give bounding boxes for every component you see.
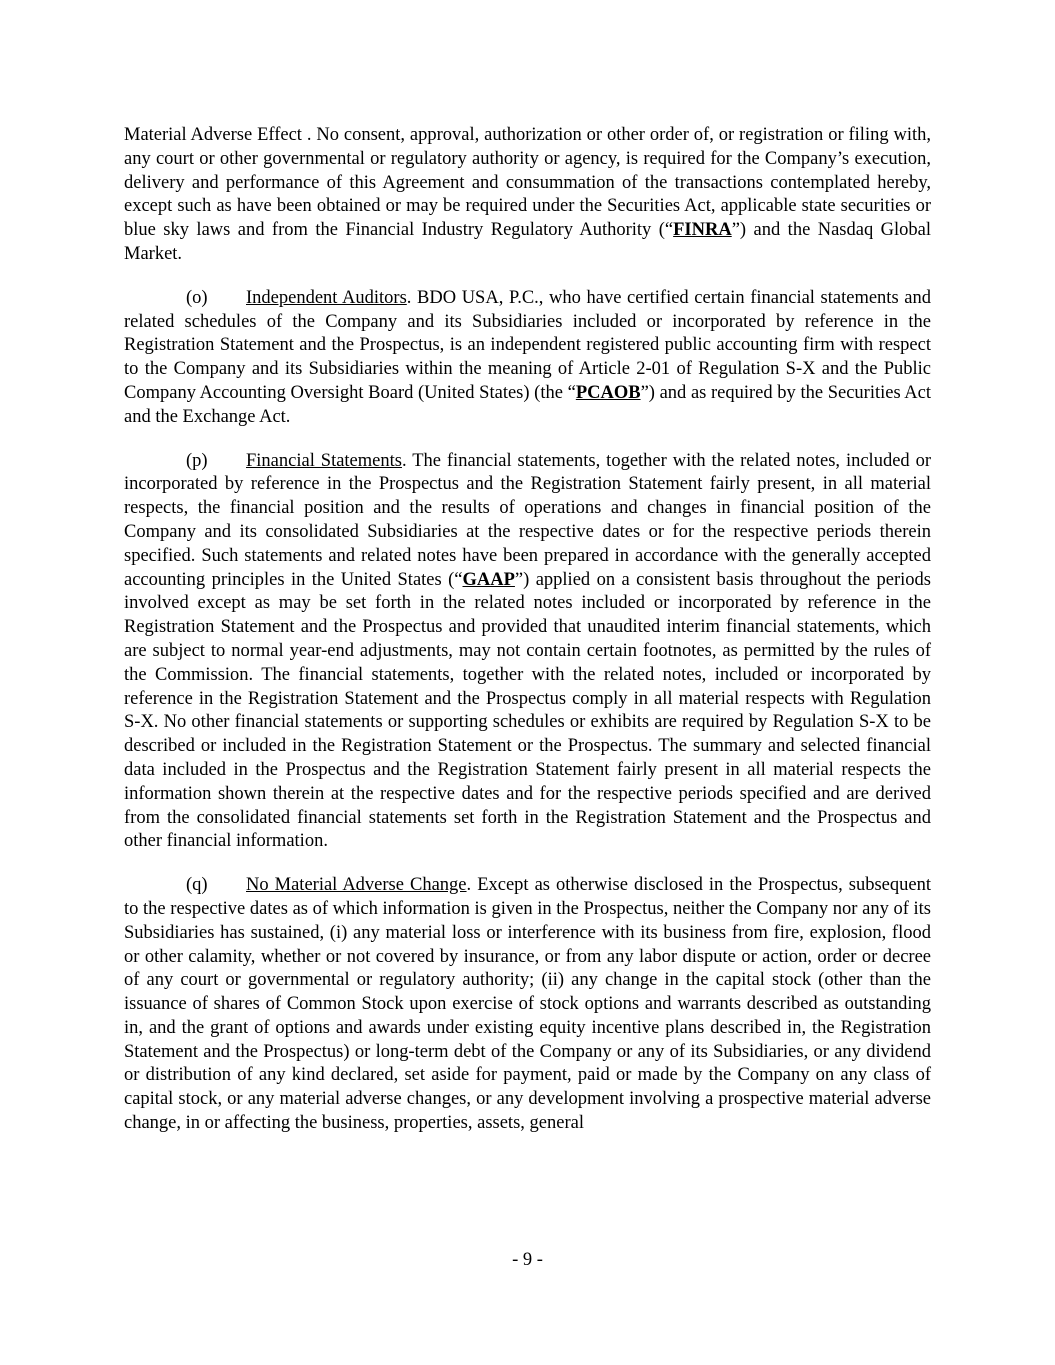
paragraph-text: ”) applied on a consistent basis throughout the periods involved except as may be set forth in the related notes included or incorporated by reference in the Registration Statement and the Prospectus and provided that unaudited interim financial statements, which are subject to normal year-end adjustments, may not contain certain footnotes, as permitted by the rules of the Commission. The financial statements, together with the related notes, included or incorporated by reference in the Registration Statement and the Prospectus comply in all material respects with Regulation S-X. No other financial statements or supporting schedules or exhibits are required by Regulation S-X to be described or included in the Registration Statement or the Prospectus. The summary and selected financial data included in the Prospectus and the Registration Statement fairly present in all material respects the information shown therein at the respective dates and for the respective periods specified and are derived from the consolidated financial statements set forth in the Registration Statement and the Prospectus and other financial information. xyxy=(124,569,931,852)
paragraph-q-no-material-adverse-change xyxy=(124,874,931,1136)
paragraph-text: . BDO USA, P.C., who have certified certain financial statements and related schedules of the Company and its Subsidiaries included or incorporated by reference in the Registration Statement and the Prospectus, is an independent registered public accounting firm with respect to the Company and its Subsidiaries within the meaning of Article 2-01 of Regulation S-X and the Public Company Accounting Oversight Board (United States) (the “ xyxy=(124,287,931,403)
paragraph-o-independent-auditors xyxy=(124,287,931,430)
paragraph-text: Material Adverse Effect . No consent, approval, authorization or other order of, or registration or filing with, any court or other governmental or regulatory authority or agency, is required for the Company’s execution, delivery and performance of this Agreement and consummation of the transactions contemplated hereby, except such as have been obtained or may be required under the Securities Act, applicable state securities or blue sky laws and from the Financial Industry Regulatory Authority (“ xyxy=(124,125,931,241)
page-number: - 9 - xyxy=(512,1250,543,1270)
section-label: (p) xyxy=(186,450,208,471)
defined-term-pcaob: PCAOB xyxy=(575,382,641,403)
section-label: (o) xyxy=(186,287,208,308)
defined-term-finra: FINRA xyxy=(673,220,732,241)
paragraph-n-continued xyxy=(124,124,931,267)
paragraph-text: ”) and as required by the Securities Act and the Exchange Act. xyxy=(124,382,931,427)
paragraph-text: ”) and the Nasdaq Global Market. xyxy=(124,220,931,264)
paragraph-p-financial-statements xyxy=(124,450,931,855)
paragraph-text: . Except as otherwise disclosed in the Prospectus, subsequent to the respective dates as of which information is given in the Prospectus, neither the Company nor any of its Subsidiaries has sustained, (i) any material loss or interference with its business from fire, explosion, flood or other calamity, whether or not covered by insurance, or from any labor dispute or action, order or decree of any court or governmental or regulatory authority; (ii) any change in the capital stock (other than the issuance of shares of Common Stock upon exercise of stock options and warrants described as outstanding in, and the grant of options and awards under existing equity incentive plans described in, the Registration Statement and the Prospectus) or long-term debt of the Company or any of its Subsidiaries, or any dividend or distribution of any kind declared, set aside for payment, paid or made by the Company on any class of capital stock, or any material adverse changes, or any development involving a prospective material adverse change, in or affecting the business, properties, assets, general xyxy=(124,875,931,1134)
section-heading: Financial Statements xyxy=(246,450,402,471)
document-page xyxy=(124,124,931,1156)
defined-term-gaap: GAAP xyxy=(462,569,515,590)
section-label: (q) xyxy=(186,875,208,896)
section-heading: No Material Adverse Change xyxy=(246,875,467,896)
paragraph-text: . The financial statements, together with the related notes, included or incorporated by reference in the Prospectus and the Registration Statement fairly present, in all material respects, the financial position and the results of operations and changes in financial position of the Company and its consolidated Subsidiaries at the respective dates or for the respective periods therein specified. Such statements and related notes have been prepared in accordance with the generally accepted accounting principles in the United States (“ xyxy=(124,450,932,590)
section-heading: Independent Auditors xyxy=(246,287,407,308)
